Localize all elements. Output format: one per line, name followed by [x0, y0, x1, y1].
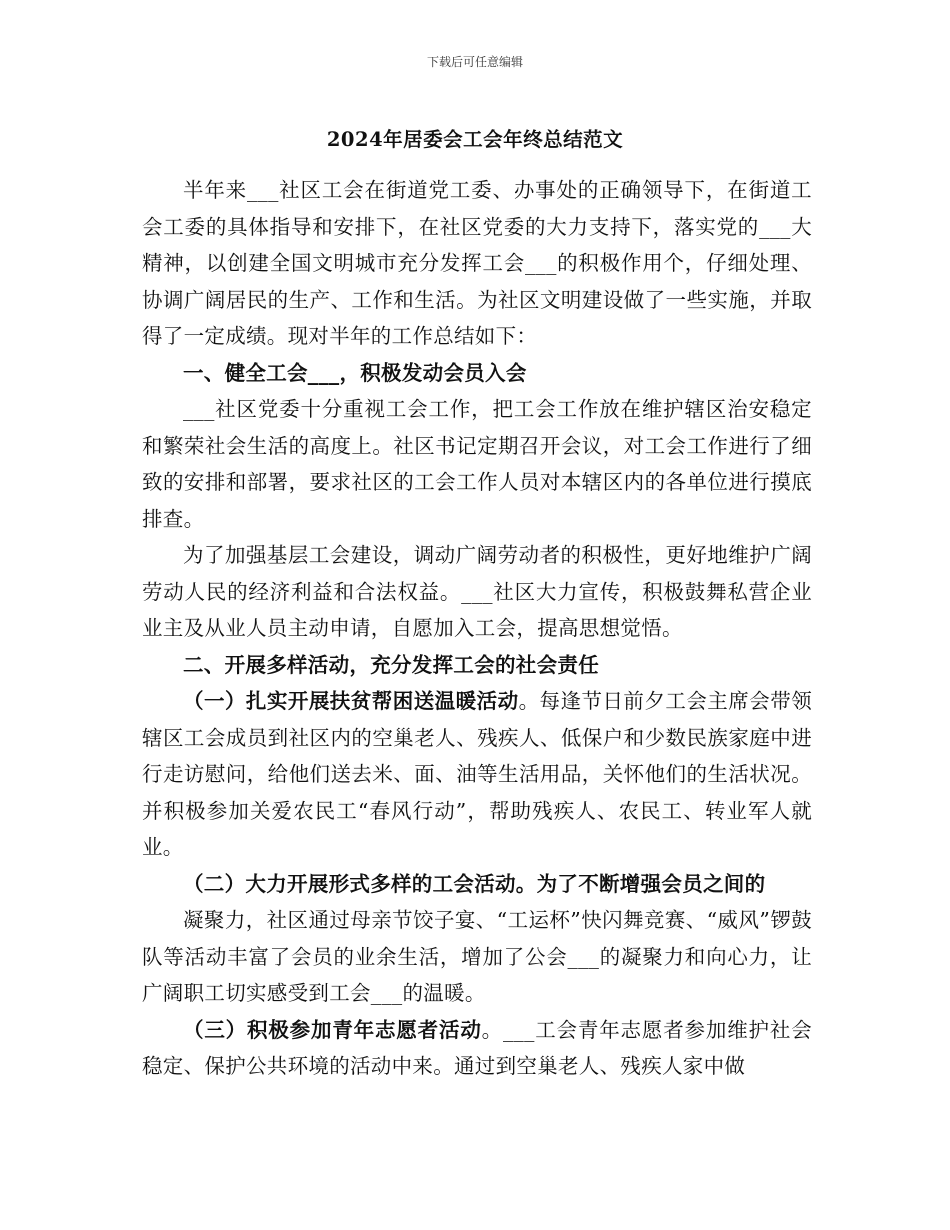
- document-title: 2024年居委会工会年终总结范文: [326, 128, 624, 151]
- section-heading-1: 一、健全工会___，积极发动会员入会: [183, 360, 527, 385]
- subsection-heading-2: （二）大力开展形式多样的工会活动。为了不断增强会员之间的: [183, 871, 766, 896]
- section-heading-2: 二、开展多样活动，充分发挥工会的社会责任: [183, 652, 599, 677]
- subsection-paragraph-3: （三）积极参加青年志愿者活动。___工会青年志愿者参加维护社会稳定、保护公共环境的活动中来。通过到空巢老人、残疾人家中做: [142, 1017, 812, 1078]
- header-note: 下载后可任意编辑: [426, 55, 523, 69]
- subsection-lead: （一）扎实开展扶贫帮困送温暖活动: [183, 689, 519, 713]
- paragraph: ___社区党委十分重视工会工作，把工会工作放在维护辖区治安稳定和繁荣社会生活的高度上。社区书记定期召开会议，对工会工作进行了细致的安排和部署，要求社区的工会工作人员对本辖区内的各单位进行摸底排查。: [142, 397, 812, 531]
- document-body: [142, 172, 812, 1085]
- paragraph: 为了加强基层工会建设，调动广阔劳动者的积极性，更好地维护广阔劳动人民的经济利益和合法权益。___社区大力宣传，积极鼓舞私营企业业主及从业人员主动申请，自愿加入工会，提高思想觉悟。: [142, 543, 812, 640]
- intro-paragraph: 半年来___社区工会在街道党工委、办事处的正确领导下，在街道工会工委的具体指导和安排下，在社区党委的大力支持下，落实党的___大精神，以创建全国文明城市充分发挥工会___的积极作用个，仔细处理、协调广阔居民的生产、工作和生活。为社区文明建设做了一些实施，并取得了一定成绩。现对半年的工作总结如下：: [142, 178, 812, 348]
- paragraph: 凝聚力，社区通过母亲节饺子宴、“工运杯”快闪舞竞赛、“威风”锣鼓队等活动丰富了会员的业余生活，增加了公会___的凝聚力和向心力，让广阔职工切实感受到工会___的温暖。: [142, 908, 812, 1005]
- subsection-paragraph-1: （一）扎实开展扶贫帮困送温暖活动。每逢节日前夕工会主席会带领辖区工会成员到社区内的空巢老人、残疾人、低保户和少数民族家庭中进行走访慰问，给他们送去米、面、油等生活用品，关怀他们的生活状况。并积极参加关爱农民工“春风行动”，帮助残疾人、农民工、转业军人就业。: [142, 689, 812, 859]
- subsection-lead: （三）积极参加青年志愿者活动: [183, 1017, 482, 1042]
